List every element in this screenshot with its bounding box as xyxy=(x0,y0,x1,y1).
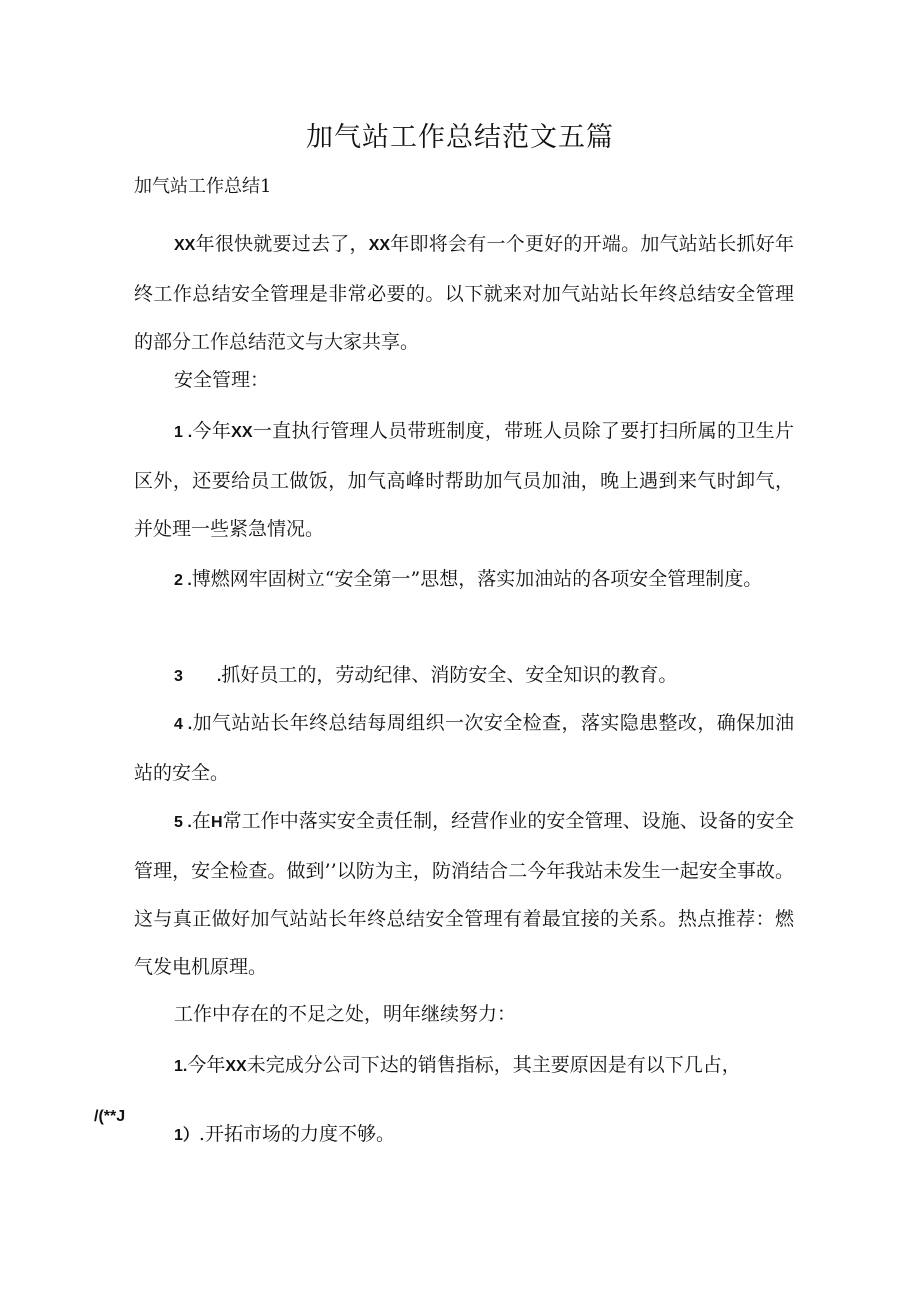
shortfall-subitem-1 xyxy=(134,1110,794,1160)
list-item-1 xyxy=(134,407,794,553)
intro-text-1: 年很快就要过去了， xyxy=(195,233,369,255)
list-item-4 xyxy=(134,699,794,797)
list-item-5-text: 常工作中落实安全责任制，经营作业的安全管理、设施、设备的安全管理，安全检查。做到’’以防为主，防消结合二今年我站未发生一起安全事故。这与真正做好加气站站长年终总结安全管理有着最宜接的关系。热点推荐：燃气发电机原理。 xyxy=(134,810,794,978)
safety-heading: 安全管理： xyxy=(174,369,270,391)
shortfall-item-1-pre: 今年 xyxy=(187,1054,226,1076)
list-item-2-text: 博燃网牢固树立“安全第一”思想，落实加油站的各项安全管理制度。 xyxy=(191,568,763,590)
list-item-2 xyxy=(134,555,794,605)
list-item-1-xx: XX xyxy=(231,424,253,441)
list-item-5-pre: 在 xyxy=(191,810,211,832)
list-item-5-xx: H xyxy=(210,814,223,831)
list-item-4-text: 加气站站长年终总结每周组织一次安全检查，落实隐患整改，确保加油站的安全。 xyxy=(134,712,794,784)
document-title: 加气站工作总结范文五篇 xyxy=(306,122,614,153)
shortfall-subitem-1-sep: ） xyxy=(182,1127,199,1144)
list-item-1-sep: . xyxy=(182,424,193,441)
intro-xx-1: XX xyxy=(174,237,196,254)
section-title: 加气站工作总结1 xyxy=(134,176,272,197)
intro-text-2: 年即将会有一个更好的开端。加气站站长抓好年终工作总结安全管理是非常必要的。以下就来对加气站站长年终总结安全管理的部分工作总结范文与大家共享。 xyxy=(134,233,794,353)
list-item-3-number: 3 xyxy=(174,668,183,685)
list-item-5-number: 5 xyxy=(174,814,183,831)
shortfall-item-1-text: 未完成分公司下达的销售指标，其主要原因是有以下几占， xyxy=(246,1054,741,1076)
shortfall-item-1-xx: XX xyxy=(225,1058,247,1075)
list-item-3-text: 抓好员工的，劳动纪律、消防安全、安全知识的教育。 xyxy=(221,664,678,686)
shortfall-item-1-tail: /(**J xyxy=(94,1108,126,1125)
list-item-1-number: 1 xyxy=(174,424,183,441)
intro-xx-2: XX xyxy=(368,237,391,254)
list-item-5 xyxy=(134,797,794,991)
list-item-1-text: 一直执行管理人员带班制度，带班人员除了要打扫所属的卫生片区外，还要给员工做饭，加气高峰时帮助加气员加油，晚上遇到来气时卸气，并处理一些紧急情况。 xyxy=(134,420,794,540)
list-item-3-sep: . xyxy=(216,668,222,685)
list-item-5-sep: . xyxy=(182,814,192,831)
list-item-2-sep: . xyxy=(182,572,192,589)
list-item-1-pre: 今年 xyxy=(192,420,232,442)
list-item-4-number: 4 xyxy=(174,716,183,733)
list-item-4-sep: . xyxy=(182,716,193,733)
list-item-2-number: 2 xyxy=(174,572,183,589)
list-item-3 xyxy=(134,651,794,701)
shortfall-subitem-1-text: .开拓市场的力度不够。 xyxy=(198,1123,395,1145)
shortfall-subitem-1-number: 1 xyxy=(174,1127,183,1144)
shortfall-item-1-number: 1. xyxy=(174,1058,188,1075)
intro-paragraph xyxy=(134,220,794,366)
shortfall-heading: 工作中存在的不足之处，明年继续努力： xyxy=(174,1003,517,1025)
